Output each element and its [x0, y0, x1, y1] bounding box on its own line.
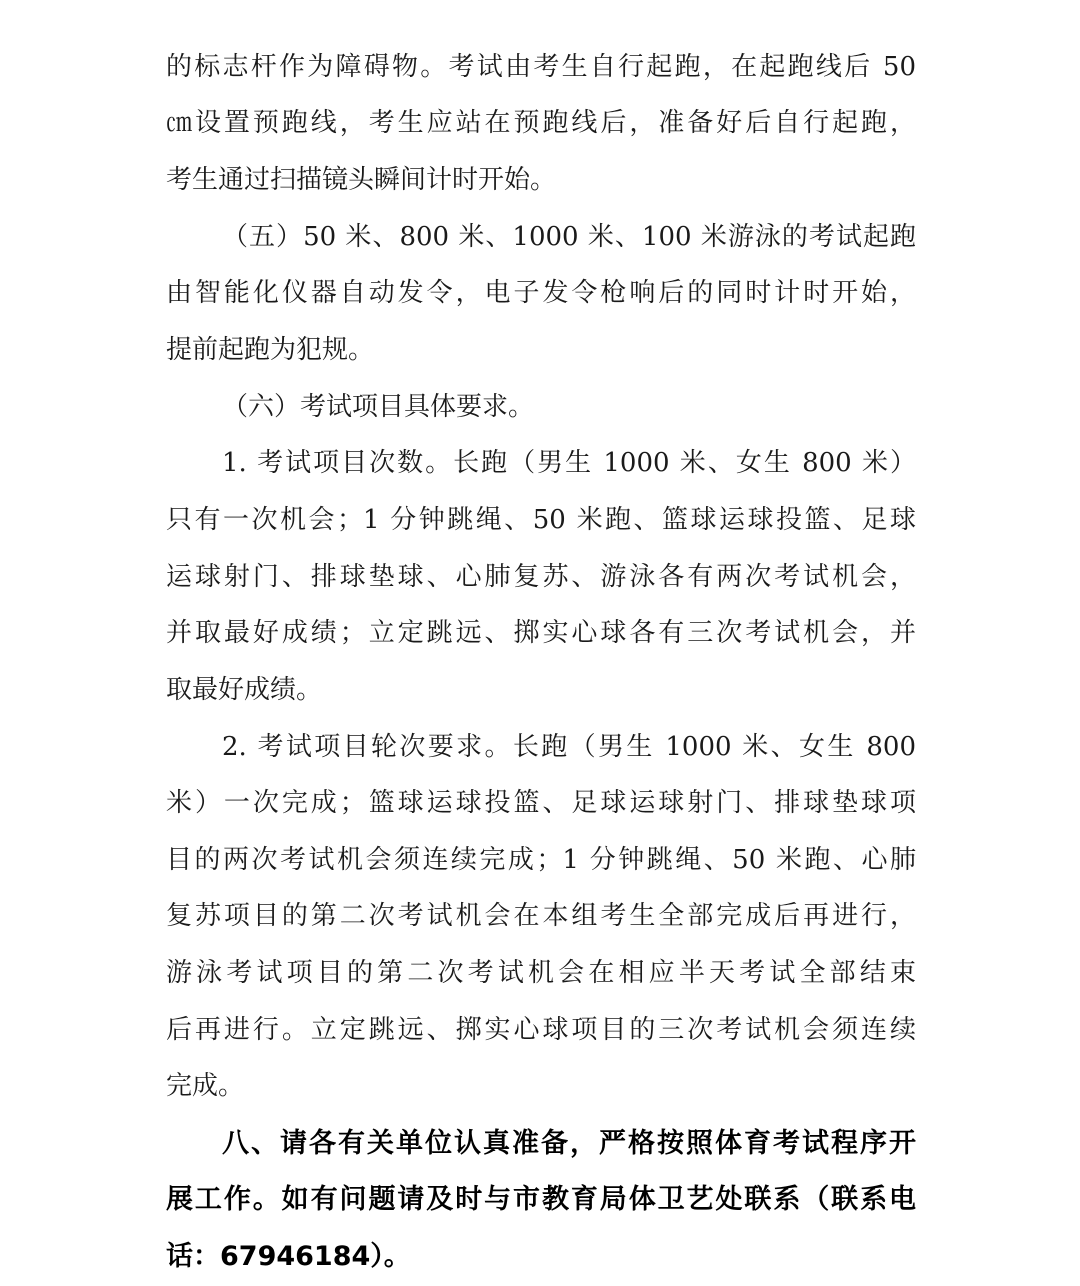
text-line: 只有一次机会；1 分钟跳绳、50 米跑、篮球运球投篮、足球 [166, 505, 916, 535]
text-line: 米）一次完成；篮球运球投篮、足球运球射门、排球垫球项 [166, 788, 916, 818]
text-line: 运球射门、排球垫球、心肺复苏、游泳各有两次考试机会， [166, 562, 916, 592]
text-line: 取最好成绩。 [166, 675, 323, 705]
text-line: 游泳考试项目的第二次考试机会在相应半天考试全部结束 [166, 958, 916, 988]
text-line: 1. 考试项目次数。长跑（男生 1000 米、女生 800 米） [222, 448, 916, 478]
text-line: 的标志杆作为障碍物。考试由考生自行起跑，在起跑线后 50 [166, 52, 916, 82]
text-line: 后再进行。立定跳远、掷实心球项目的三次考试机会须连续 [166, 1015, 916, 1045]
text-line: 目的两次考试机会须连续完成；1 分钟跳绳、50 米跑、心肺 [166, 845, 916, 875]
text-line: 复苏项目的第二次考试机会在本组考生全部完成后再进行， [166, 901, 916, 931]
text-line: 并取最好成绩；立定跳远、掷实心球各有三次考试机会，并 [166, 618, 916, 648]
text-line: 完成。 [166, 1071, 245, 1101]
text-line: 由智能化仪器自动发令，电子发令枪响后的同时计时开始， [166, 278, 916, 308]
text-line: 展工作。如有问题请及时与市教育局体卫艺处联系（联系电 [166, 1184, 916, 1215]
text-line: 提前起跑为犯规。 [166, 335, 375, 365]
text-line: 考生通过扫描镜头瞬间计时开始。 [166, 165, 557, 195]
text-line: 2. 考试项目轮次要求。长跑（男生 1000 米、女生 800 [222, 732, 916, 762]
section-heading-line: 八、请各有关单位认真准备，严格按照体育考试程序开 [222, 1128, 916, 1159]
text-line: 话：67946184）。 [166, 1241, 411, 1272]
text-line: （五）50 米、800 米、1000 米、100 米游泳的考试起跑 [222, 222, 916, 252]
text-line: ㎝设置预跑线，考生应站在预跑线后，准备好后自行起跑， [166, 108, 916, 138]
text-line: （六）考试项目具体要求。 [222, 392, 535, 422]
